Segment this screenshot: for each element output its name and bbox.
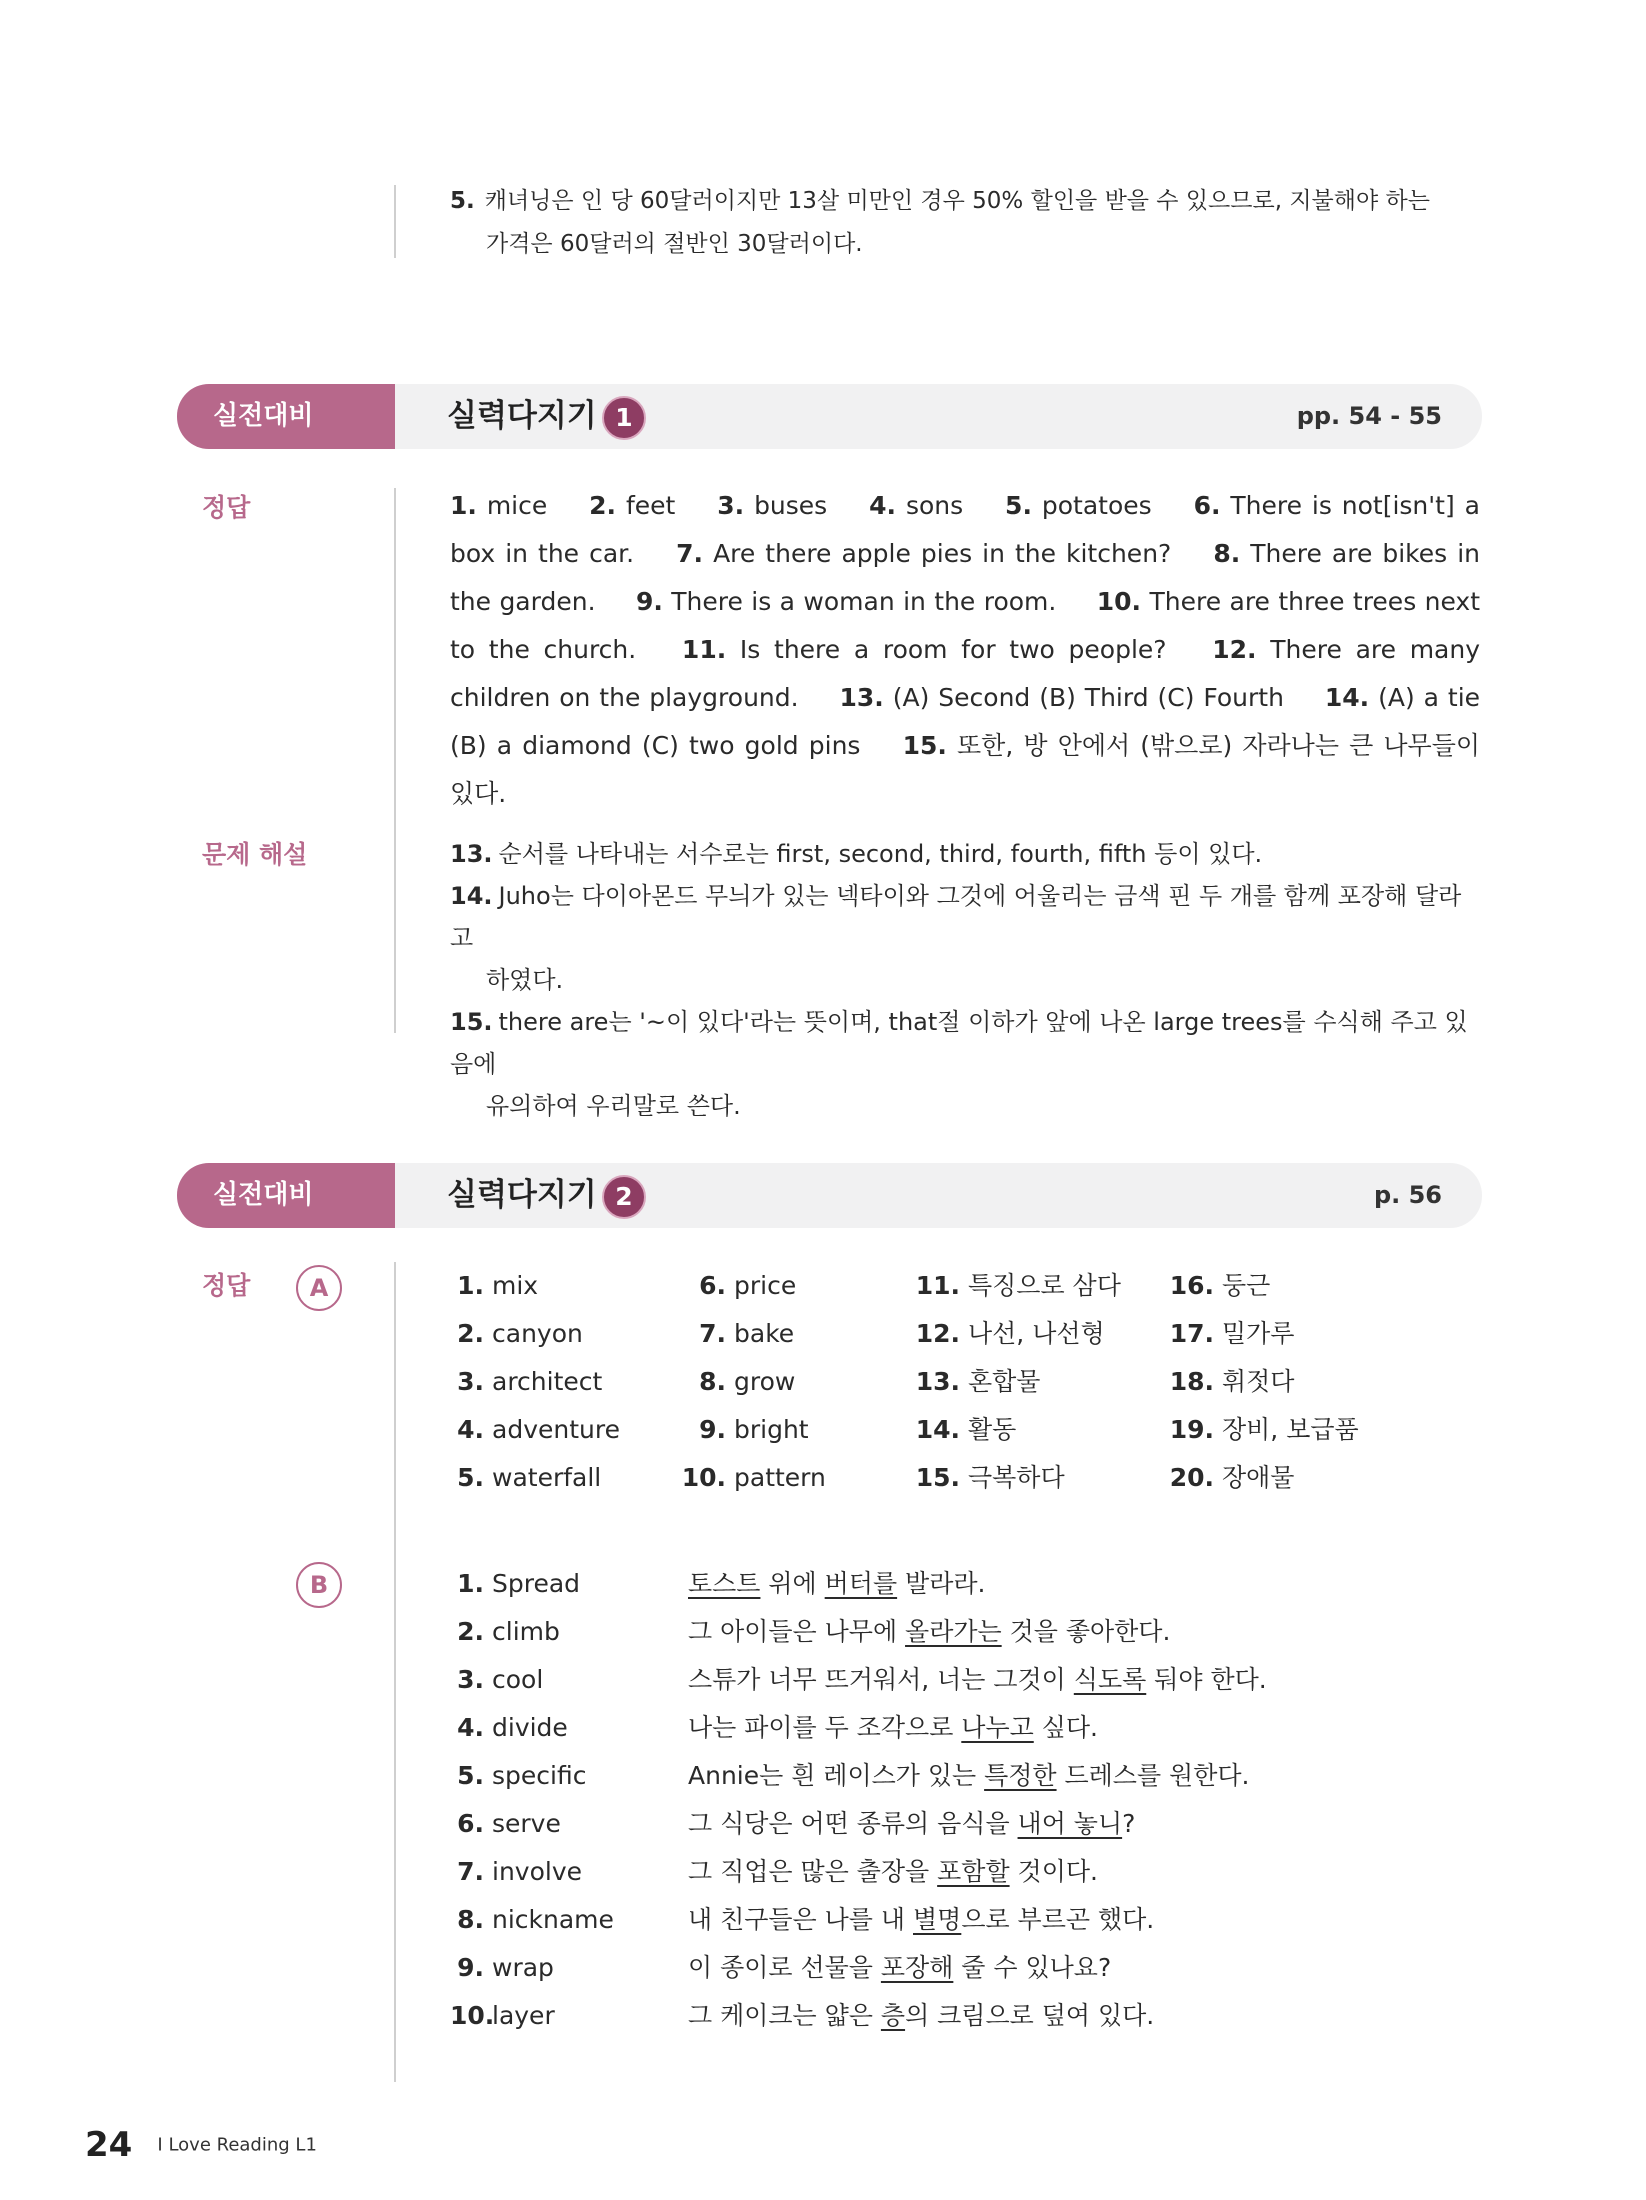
answer-item	[1005, 491, 1152, 520]
underlined-word: 올라가는	[905, 1617, 1002, 1646]
underlined-word: 나누고	[961, 1713, 1034, 1742]
explanation-line: 하였다.	[486, 966, 564, 994]
vocab-number: 5.	[457, 1463, 484, 1492]
sentence-text: 것을 좋아한다.	[1001, 1617, 1171, 1646]
underlined-word: 내어 놓니	[1017, 1809, 1123, 1838]
explanation-line	[450, 1001, 1470, 1085]
answer-item	[636, 587, 1056, 616]
vocab-word: serve	[492, 1809, 561, 1838]
answer-number: 12.	[1212, 635, 1257, 664]
underlined-word: 특정한	[984, 1761, 1057, 1790]
vocab-item	[450, 1358, 620, 1406]
vocab-text: pattern	[734, 1463, 826, 1492]
korean-sentence	[688, 1704, 1098, 1752]
korean-sentence	[688, 1848, 1098, 1896]
korean-sentence	[688, 1656, 1267, 1704]
vocab-word-cell	[450, 1656, 688, 1704]
underlined-word: 토스트	[688, 1569, 761, 1598]
vocab-item	[680, 1454, 826, 1502]
vocab-number: 20.	[1169, 1463, 1214, 1492]
explanation-item	[450, 875, 1470, 1001]
section-tag: 실전대비	[177, 1163, 395, 1228]
sentence-text: 드레스를 원한다.	[1056, 1761, 1250, 1790]
sentence-text: 그 아이들은 나무에	[688, 1617, 906, 1646]
vocab-number: 18.	[1169, 1367, 1214, 1396]
vocab-item	[914, 1262, 1121, 1310]
answer-item	[682, 635, 1167, 664]
sentence-text: 줄 수 있나요?	[953, 1953, 1112, 1982]
vocab-number: 1.	[457, 1271, 484, 1300]
vocab-number: 16.	[1169, 1271, 1214, 1300]
answer-text: buses	[754, 491, 828, 520]
vocab-word: cool	[492, 1665, 544, 1694]
vocab-number: 4.	[457, 1415, 484, 1444]
vocab-text: price	[734, 1271, 797, 1300]
sentence-text: 위에	[760, 1569, 825, 1598]
vocab-number: 12.	[915, 1319, 960, 1348]
vocab-number: 8.	[699, 1367, 726, 1396]
answer-text: Are there apple pies in the kitchen?	[713, 539, 1172, 568]
vocab-word-cell	[450, 1896, 688, 1944]
vocab-number: 19.	[1169, 1415, 1214, 1444]
vocab-word: climb	[492, 1617, 560, 1646]
explanation-item	[450, 833, 1470, 875]
explanation-text: 순서를 나타내는 서수로는 first, second, third, fourth, fifth 등이 있다.	[498, 840, 1263, 868]
vocab-column	[450, 1262, 620, 1502]
section-number-badge: 2	[602, 1175, 646, 1219]
sentence-text: 의 크림으로 덮여 있다.	[905, 2001, 1155, 2030]
sentence-text: 내 친구들은 나를 내	[688, 1905, 913, 1934]
vocab-number: 14.	[915, 1415, 960, 1444]
answer-item	[589, 491, 675, 520]
answer-text: feet	[625, 491, 676, 520]
vocab-item	[914, 1358, 1121, 1406]
sentence-text: ?	[1122, 1809, 1136, 1838]
answer-text: (A) Second (B) Third (C) Fourth	[892, 683, 1284, 712]
sentence-text: 싶다.	[1033, 1713, 1098, 1742]
top-note-line2: 가격은 60달러의 절반인 30달러이다.	[486, 231, 863, 257]
vocab-item	[1168, 1406, 1359, 1454]
vocab-text: waterfall	[492, 1463, 602, 1492]
section-title: 실력다지기	[447, 1177, 597, 1213]
vocab-word: divide	[492, 1713, 568, 1742]
vocab-sentence-row	[450, 1800, 1267, 1848]
answer-text: (A) a tie (B) a diamond (C) two gold pins	[450, 683, 1481, 760]
top-note-line1: 5. 캐녀닝은 인 당 60달러이지만 13살 미만인 경우 50% 할인을 받을 수 있으므로, 지불해야 하는	[450, 188, 1430, 214]
underlined-word: 포함할	[937, 1857, 1010, 1886]
sentence-text: 이 종이로 선물을	[688, 1953, 881, 1982]
korean-sentence	[688, 1608, 1170, 1656]
vocab-item	[1168, 1358, 1359, 1406]
vocab-number: 5.	[457, 1761, 484, 1790]
vocab-text: 장비, 보급품	[1222, 1415, 1359, 1444]
answer-number: 5.	[1005, 491, 1032, 520]
vocab-text: 장애물	[1222, 1463, 1295, 1492]
vocab-text: canyon	[492, 1319, 583, 1348]
vocab-number: 7.	[699, 1319, 726, 1348]
answer-number: 13.	[839, 683, 884, 712]
vocab-item	[680, 1358, 826, 1406]
underlined-word: 층	[880, 2001, 906, 2030]
vocab-number: 9.	[699, 1415, 726, 1444]
vocab-number: 4.	[457, 1713, 484, 1742]
book-title: I Love Reading L1	[157, 2134, 317, 2156]
answer-number: 1.	[450, 491, 477, 520]
vocab-sentence-row	[450, 1992, 1267, 2040]
answer-label: 정답	[202, 1271, 251, 1300]
sentence-text: 그 식당은 어떤 종류의 음식을	[688, 1809, 1018, 1838]
vocab-word-cell	[450, 1944, 688, 1992]
korean-sentence	[688, 1560, 985, 1608]
vocab-sentence-row	[450, 1896, 1267, 1944]
vocab-text: 활동	[968, 1415, 1017, 1444]
answer-number: 7.	[676, 539, 704, 568]
vocab-sentence-row	[450, 1704, 1267, 1752]
vocab-sentence-row	[450, 1656, 1267, 1704]
vocab-item	[680, 1262, 826, 1310]
vocab-number: 8.	[457, 1905, 484, 1934]
underlined-word: 버터를	[824, 1569, 898, 1598]
vocab-text: architect	[492, 1367, 603, 1396]
answer-number: 3.	[717, 491, 745, 520]
answer-text: Is there a room for two people?	[739, 635, 1167, 664]
explanation-item	[450, 1001, 1470, 1127]
sentence-text: Annie는 흰 레이스가 있는	[688, 1761, 985, 1790]
page-footer	[85, 2125, 317, 2165]
answer-number: 11.	[681, 635, 727, 664]
underlined-word: 포장해	[880, 1953, 954, 1982]
vocab-number: 13.	[915, 1367, 960, 1396]
vocab-number: 10.	[681, 1463, 726, 1492]
vocab-number: 17.	[1169, 1319, 1214, 1348]
vocab-item	[680, 1406, 826, 1454]
vocab-word-cell	[450, 1800, 688, 1848]
section-number-badge: 1	[602, 396, 646, 440]
answer-text: sons	[905, 491, 964, 520]
vocab-column	[680, 1262, 826, 1502]
vocab-word-cell	[450, 1848, 688, 1896]
answer-text: There are many children on the playground.	[450, 635, 1481, 712]
explanation-text: there are는 '~이 있다'라는 뜻이며, that절 이하가 앞에 나온 large trees를 수식해 주고 있음에	[450, 1008, 1468, 1078]
underlined-word: 식도록	[1073, 1665, 1147, 1694]
answer-item	[840, 683, 1284, 712]
vocab-number: 3.	[457, 1665, 484, 1694]
vocab-text: 둥근	[1222, 1271, 1271, 1300]
section-header-2	[177, 1163, 1482, 1228]
answer-text: There are three trees next to the church.	[450, 587, 1481, 664]
answer-paragraph	[450, 482, 1480, 818]
vocab-number: 6.	[457, 1809, 484, 1838]
vocab-text: 극복하다	[968, 1463, 1065, 1492]
vocab-item	[680, 1310, 826, 1358]
answer-number: 10.	[1096, 587, 1142, 616]
part-b-marker: B	[296, 1562, 342, 1608]
vocab-word: involve	[492, 1857, 583, 1886]
divider-section2	[394, 1262, 396, 2082]
answer-text: mice	[486, 491, 548, 520]
answer-text: There is not[isn't] a box in the car.	[450, 491, 1480, 568]
divider-section1	[394, 488, 396, 1033]
vocab-item	[914, 1406, 1121, 1454]
vocab-column	[914, 1262, 1121, 1502]
vocab-number: 6.	[699, 1271, 726, 1300]
vocab-column	[1168, 1262, 1359, 1502]
explanation-number: 14.	[450, 882, 493, 910]
vocab-word: specific	[492, 1761, 587, 1790]
explanation-line	[450, 875, 1470, 959]
vocab-sentence-row	[450, 1560, 1267, 1608]
korean-sentence	[688, 1800, 1135, 1848]
vocab-item	[450, 1262, 620, 1310]
korean-sentence	[688, 1752, 1249, 1800]
answer-item	[676, 539, 1171, 568]
vocab-item	[1168, 1262, 1359, 1310]
section-tag: 실전대비	[177, 384, 395, 449]
section-title: 실력다지기	[447, 398, 597, 434]
underlined-word: 별명	[913, 1905, 962, 1934]
vocab-text: bright	[734, 1415, 809, 1444]
vocab-text: 휘젓다	[1222, 1367, 1295, 1396]
vocab-item	[1168, 1454, 1359, 1502]
vocab-number: 10.	[450, 2001, 495, 2030]
answer-number: 2.	[589, 491, 617, 520]
korean-sentence	[688, 1896, 1154, 1944]
vocab-word-cell	[450, 1560, 688, 1608]
page-reference: pp. 54 - 55	[1296, 402, 1442, 430]
vocab-word-cell	[450, 1992, 688, 2040]
answer-number: 14.	[1324, 683, 1370, 712]
answer-number: 6.	[1193, 491, 1221, 520]
answer-number: 8.	[1213, 539, 1241, 568]
vocab-text: 밀가루	[1222, 1319, 1295, 1348]
sentence-text: 발라라.	[897, 1569, 986, 1598]
sentence-text: 것이다.	[1009, 1857, 1098, 1886]
vocab-item	[450, 1454, 620, 1502]
vocab-number: 3.	[457, 1367, 484, 1396]
explanation-text: Juho는 다이아몬드 무늬가 있는 넥타이와 그것에 어울리는 금색 핀 두 개를 함께 포장해 달라고	[450, 882, 1462, 952]
vocab-word: wrap	[492, 1953, 554, 1982]
vocab-sentence-row	[450, 1608, 1267, 1656]
vocab-item	[450, 1406, 620, 1454]
vocab-number: 2.	[457, 1617, 484, 1646]
vocab-sentence-row	[450, 1752, 1267, 1800]
divider-top	[394, 185, 396, 258]
vocab-number: 11.	[915, 1271, 960, 1300]
korean-sentence	[688, 1992, 1154, 2040]
sentence-text: 둬야 한다.	[1146, 1665, 1267, 1694]
vocab-item	[914, 1310, 1121, 1358]
explanation-list	[450, 833, 1470, 1127]
top-note	[450, 180, 1470, 266]
vocab-text: 혼합물	[968, 1367, 1041, 1396]
vocab-word-cell	[450, 1608, 688, 1656]
vocab-number: 2.	[457, 1319, 484, 1348]
vocab-number: 15.	[915, 1463, 960, 1492]
vocab-number: 1.	[457, 1569, 484, 1598]
sentence-text: 으로 부르곤 했다.	[961, 1905, 1155, 1934]
answer-text: potatoes	[1041, 491, 1152, 520]
sentence-text: 스튜가 너무 뜨거워서, 너는 그것이	[688, 1665, 1074, 1694]
vocab-item	[1168, 1310, 1359, 1358]
explanation-number: 13.	[450, 840, 493, 868]
explanation-line	[450, 833, 1470, 875]
vocab-word-cell	[450, 1704, 688, 1752]
answer-number: 15.	[902, 731, 947, 760]
vocab-sentence-row	[450, 1944, 1267, 1992]
vocab-text: 특징으로 삼다	[968, 1271, 1121, 1300]
sentence-text: 나는 파이를 두 조각으로	[688, 1713, 962, 1742]
sentence-text: 그 케이크는 얇은	[688, 2001, 881, 2030]
answer-item	[869, 491, 963, 520]
page-number: 24	[85, 2125, 133, 2165]
part-a-marker: A	[296, 1265, 342, 1311]
answer-item	[717, 491, 827, 520]
page-reference: p. 56	[1373, 1181, 1442, 1209]
vocab-number: 9.	[457, 1953, 484, 1982]
answer-number: 4.	[869, 491, 897, 520]
vocab-word: nickname	[492, 1905, 614, 1934]
vocab-text: mix	[492, 1271, 539, 1300]
answer-label: 정답	[202, 493, 251, 522]
vocab-word: Spread	[492, 1569, 581, 1598]
vocab-text: grow	[734, 1367, 796, 1396]
vocab-word-cell	[450, 1752, 688, 1800]
answer-text: There are bikes in the garden.	[450, 539, 1480, 616]
korean-sentence	[688, 1944, 1111, 1992]
explanation-label: 문제 해설	[202, 840, 308, 869]
vocab-text: bake	[734, 1319, 795, 1348]
explanation-number: 15.	[450, 1008, 493, 1036]
vocab-text: 나선, 나선형	[968, 1319, 1105, 1348]
vocab-word: layer	[492, 2001, 555, 2030]
answer-text: There is a woman in the room.	[671, 587, 1057, 616]
answer-text: 또한, 방 안에서 (밖으로) 자라나는 큰 나무들이 있다.	[450, 731, 1480, 808]
vocab-item	[450, 1310, 620, 1358]
vocab-item	[914, 1454, 1121, 1502]
vocab-sentence-row	[450, 1848, 1267, 1896]
sentence-text: 그 직업은 많은 출장을	[688, 1857, 938, 1886]
explanation-line: 유의하여 우리말로 쓴다.	[486, 1092, 741, 1120]
vocab-list-b	[450, 1560, 1267, 2040]
answer-item	[450, 491, 547, 520]
section-header-1	[177, 384, 1482, 449]
answer-number: 9.	[635, 587, 663, 616]
vocab-number: 7.	[457, 1857, 484, 1886]
vocab-text: adventure	[492, 1415, 620, 1444]
